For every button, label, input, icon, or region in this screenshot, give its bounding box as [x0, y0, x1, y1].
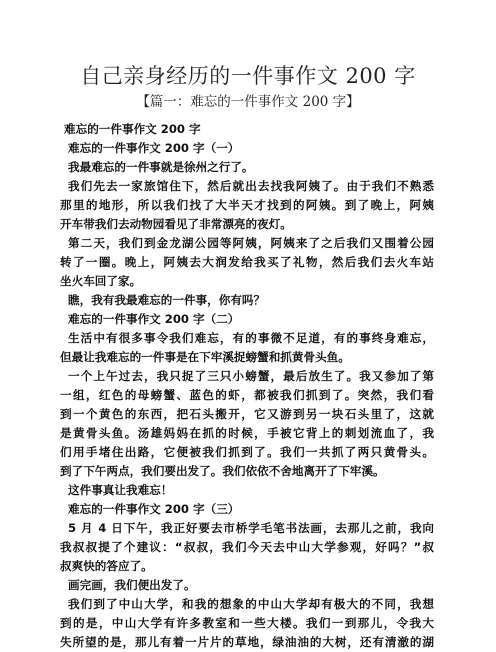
text-line: 失所望的是，那儿有着一片片的草地，绿油油的大树，还有清澈的湖 [60, 635, 434, 649]
text-line: 我叔叔提了个建议：“叔叔，我们今天去中山大学参观，好吗？”叔 [60, 540, 434, 554]
text-line: 5 月 4 日下午，我正好要去市桥学毛笔书法画，去那儿之前，我向 [68, 521, 434, 535]
text-line: 难忘的一件事作文 200 字（二） [68, 312, 240, 326]
text-line: 那里的地形，所以我们找了大半天才找到的阿姨。到了晚上，阿姨 [60, 198, 434, 212]
text-line: 到的是，中山大学有许多教室和一些大楼。我们一到那儿，令我大 [60, 616, 434, 630]
text-line: 一组，红色的母螃蟹、蓝色的虾，都被我们抓到了。突然，我们看 [60, 388, 434, 402]
text-line: 瞧，我有我最难忘的一件事，你有吗？ [68, 293, 266, 307]
text-line: 一个上午过去，我只捉了三只小螃蟹，最后放生了。我又参加了第 [68, 369, 434, 383]
document-subtitle: 【篇一：难忘的一件事作文 200 字】 [136, 94, 360, 110]
document-body [60, 120, 434, 652]
text-line: 画完画，我们便出发了。 [68, 578, 196, 592]
text-line: 我们先去一家旅馆住下，然后就出去找我阿姨了。由于我们不熟悉 [68, 179, 434, 193]
text-line: 但最让我难忘的一件事是在下牢溪捉螃蟹和抓黄骨头鱼。 [60, 350, 350, 364]
text-line: 转了一圈。晚上，阿姨去大润发给我买了礼物，然后我们去火车站 [60, 255, 434, 269]
text-line: 难忘的一件事作文 200 字（三） [68, 502, 240, 516]
text-line: 坐火车回了家。 [60, 274, 142, 288]
text-line: 叔爽快的答应了。 [60, 559, 153, 573]
text-line: 到一个黄色的东西，把石头搬开，它又游到另一块石头里了，这就 [60, 407, 434, 421]
text-line: 我们到了中山大学，和我的想象的中山大学却有极大的不同，我想 [68, 597, 434, 611]
text-line: 们用手堵住出路，它便被我们抓到了。我们一共抓了两只黄骨头。 [60, 445, 434, 459]
text-line: 是黄骨头鱼。汤雄妈妈在抓的时候，手被它背上的刺划流血了，我 [60, 426, 434, 440]
text-line: 生活中有很多事令我们难忘，有的事微不足道，有的事终身难忘， [68, 331, 434, 345]
text-line: 这件事真让我难忘！ [68, 483, 173, 497]
text-line: 难忘的一件事作文 200 字（一） [68, 141, 240, 155]
text-line: 第二天，我们到金龙湖公园等阿姨，阿姨来了之后我们又围着公园 [68, 236, 434, 250]
text-line: 开车带我们去动物园看见了非常漂亮的夜灯。 [60, 217, 292, 231]
text-line: 到了下午两点，我们要出发了。我们依依不舍地离开了下牢溪。 [60, 464, 385, 478]
document-title: 自己亲身经历的一件事作文 200 字 [80, 64, 416, 88]
text-line: 难忘的一件事作文 200 字 [64, 122, 201, 136]
text-line: 我最难忘的一件事就是徐州之行了。 [68, 160, 254, 174]
